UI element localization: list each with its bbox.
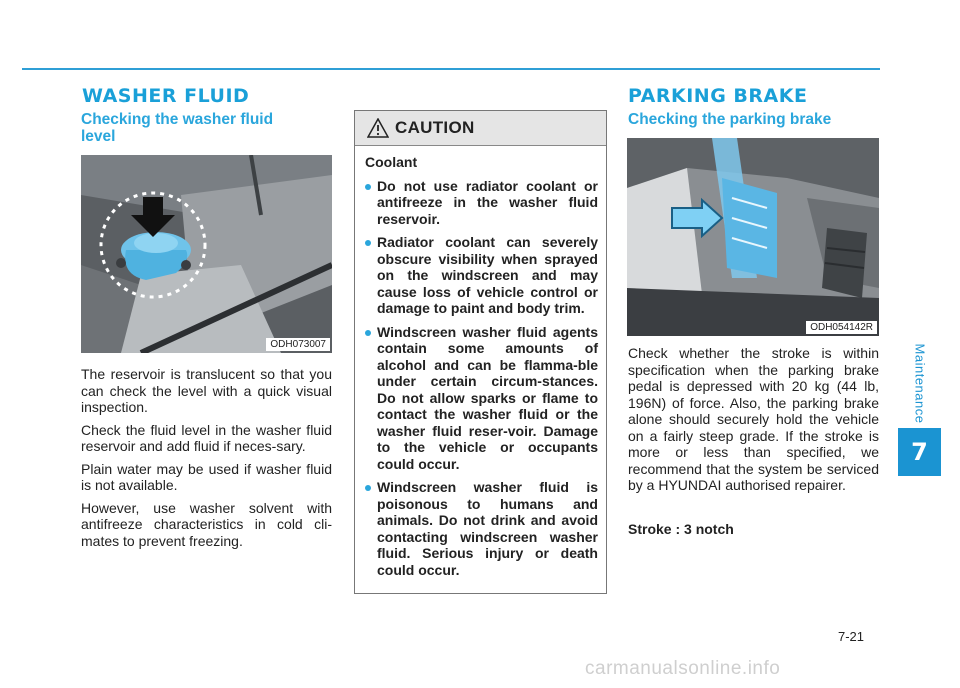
washer-fluid-body xyxy=(81,366,332,555)
caution-item: Windscreen washer fluid is poisonous to humans and animals. Do not drink and avoid contacting windscreen washer fluid. Serious injury or death could occur. xyxy=(365,479,598,578)
washer-reservoir-figure xyxy=(81,155,332,353)
parking-brake-body xyxy=(628,345,879,500)
caution-label: CAUTION xyxy=(395,118,475,137)
header-rule xyxy=(22,68,880,70)
section-title-washer-fluid: WASHER FLUID xyxy=(82,85,250,107)
subtitle-washer-fluid: Checking the washer fluid level xyxy=(81,111,274,145)
caution-header xyxy=(355,111,606,146)
page-number: 7-21 xyxy=(838,629,865,644)
caution-body xyxy=(355,146,606,578)
caution-item: Radiator coolant can severely obscure visibility when sprayed on the windscreen and may cause loss of vehicle control or damage to paint and body trim. xyxy=(365,234,598,317)
caution-item: Do not use radiator coolant or antifreeze in the washer fluid reservoir. xyxy=(365,178,598,228)
section-title-parking-brake: PARKING BRAKE xyxy=(628,85,808,107)
figure-code: ODH054142R xyxy=(806,321,877,334)
subtitle-parking-brake: Checking the parking brake xyxy=(628,111,832,128)
caution-list xyxy=(365,178,598,579)
caution-item: Windscreen washer fluid agents contain some amounts of alcohol and can be flamma-ble under certain circum-stances. Do not allow sparks or flame to contact the washer fluid or the washer fluid reser-voir. Damage to the vehicle or occupants could occur. xyxy=(365,324,598,473)
paragraph: Check whether the stroke is within specification when the parking brake pedal is depressed with 20 kg (44 lb, 196N) of force. Also, the parking brake alone should securely hold the vehicle on a fairly steep grade. If the stroke is more or less than specified, we recommend that the system be serviced by a HYUNDAI authorised repairer. xyxy=(628,345,879,493)
caution-box xyxy=(354,110,607,594)
parking-brake-figure xyxy=(627,138,879,336)
paragraph: Check the fluid level in the washer fluid reservoir and add fluid if neces-sary. xyxy=(81,421,332,454)
washer-reservoir-illustration xyxy=(81,155,332,353)
watermark: carmanualsonline.info xyxy=(585,658,781,679)
figure-code: ODH073007 xyxy=(266,338,330,351)
paragraph: The reservoir is translucent so that you can check the level with a quick visual inspection. xyxy=(81,366,332,415)
caution-subhead: Coolant xyxy=(365,154,418,170)
chapter-tab[interactable]: 7 xyxy=(898,428,941,476)
warning-triangle-icon xyxy=(367,118,389,138)
paragraph: However, use washer solvent with antifreeze characteristics in cold cli-mates to prevent freezing. xyxy=(81,499,332,549)
chapter-side-label xyxy=(905,340,935,426)
stroke-spec: Stroke : 3 notch xyxy=(628,521,734,537)
parking-brake-illustration xyxy=(627,138,879,336)
paragraph: Plain water may be used if washer fluid is not available. xyxy=(81,460,332,493)
chapter-title: Maintenance xyxy=(912,343,928,423)
